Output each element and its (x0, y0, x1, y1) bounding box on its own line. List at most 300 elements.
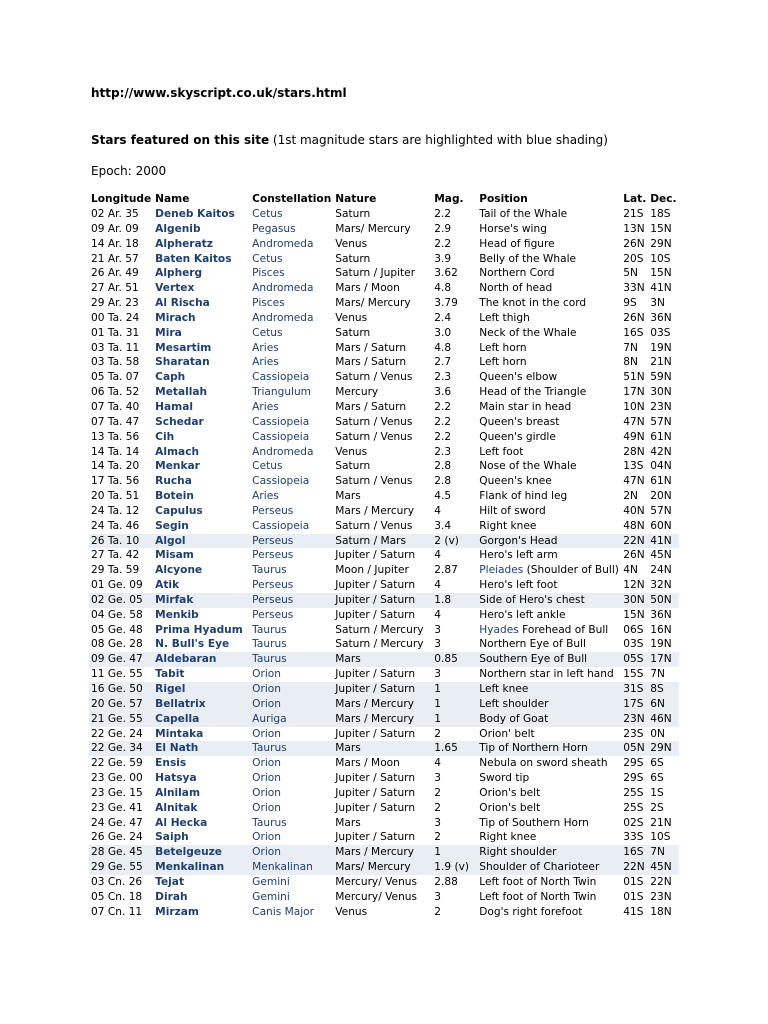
position-cell: Body of Goat (477, 712, 621, 727)
position-cell: Head of the Triangle (479, 386, 587, 399)
table-row (89, 237, 679, 252)
star-name-cell[interactable]: Capulus (155, 504, 203, 517)
position-cell: Tail of the Whale (479, 208, 568, 220)
magnitude-cell: 2.9 (434, 222, 452, 235)
constellation-cell[interactable]: Cetus (252, 460, 283, 473)
latitude-cell: 06S (623, 623, 644, 636)
latitude-cell: 28N (623, 445, 645, 458)
latitude-cell: 12N (623, 579, 645, 592)
table-row (89, 563, 679, 578)
longitude-cell: 20 Ge. 57 (89, 697, 153, 712)
latitude-cell: 47N (623, 475, 645, 488)
table-row (89, 519, 679, 534)
declination-cell: 60N (650, 519, 672, 532)
position-cell: Orion's belt (479, 801, 541, 814)
epoch-label: Epoch: 2000 (91, 164, 167, 178)
magnitude-cell: 1 (432, 697, 477, 712)
longitude-cell: 09 Ar. 09 (91, 222, 139, 235)
star-name-cell[interactable]: Metallah (155, 386, 208, 399)
latitude-cell: 02S (623, 816, 644, 829)
constellation-cell[interactable]: Cassiopeia (252, 430, 310, 443)
table-row (89, 311, 679, 326)
nature-cell: Moon / Jupiter (335, 564, 409, 577)
latitude-cell: 5N (623, 267, 638, 280)
constellation-cell[interactable]: Gemini (252, 890, 290, 903)
header-longitude: Longitude (91, 193, 152, 206)
table-row (89, 296, 679, 311)
position-text: (Shoulder of Bull) (526, 564, 619, 577)
constellation-cell[interactable]: Orion (252, 786, 282, 799)
star-name-cell[interactable]: Prima Hyadum (155, 623, 243, 636)
longitude-cell: 26 Ta. 10 (89, 534, 153, 549)
star-name-cell[interactable]: Mirfak (153, 593, 250, 608)
longitude-cell: 22 Ge. 34 (89, 741, 153, 756)
nature-cell: Saturn (335, 460, 371, 473)
longitude-cell: 07 Cn. 11 (91, 905, 143, 918)
table-row (89, 534, 679, 549)
header-constellation: Constellation (252, 193, 332, 206)
star-name-cell[interactable]: El Nath (153, 741, 250, 756)
position-cell: Tip of Southern Horn (479, 816, 589, 829)
star-name-cell[interactable]: Baten Kaitos (155, 252, 232, 265)
star-name-cell[interactable]: Hamal (155, 400, 194, 413)
star-name-cell[interactable]: Schedar (155, 415, 204, 428)
star-name-cell[interactable]: Hatsya (155, 772, 197, 785)
declination-cell: 36N (650, 608, 672, 621)
magnitude-cell: 0.85 (432, 652, 477, 667)
star-name-cell[interactable]: Menkar (155, 460, 200, 473)
constellation-cell[interactable]: Gemini (252, 875, 290, 888)
position-cell: Left horn (479, 341, 527, 354)
table-row (89, 608, 679, 623)
declination-cell: 6S (650, 772, 664, 785)
star-name-cell[interactable]: Mesartim (155, 341, 212, 354)
nature-cell: Mars / Mercury (335, 504, 415, 517)
star-name-cell[interactable]: N. Bull's Eye (155, 638, 230, 651)
longitude-cell: 02 Ar. 35 (91, 208, 139, 220)
position-cell: Neck of the Whale (479, 326, 577, 339)
latitude-cell: 23N (621, 712, 648, 727)
latitude-cell: 01S (623, 890, 644, 903)
constellation-cell[interactable]: Taurus (252, 564, 287, 577)
nature-cell: Mars/ Mercury (335, 297, 411, 310)
constellation-cell[interactable]: Orion (252, 801, 282, 814)
star-name-cell[interactable]: Aldebaran (153, 652, 250, 667)
table-row (89, 430, 679, 445)
latitude-cell: 15S (623, 668, 644, 681)
table-row (89, 905, 679, 920)
heading-note: (1st magnitude stars are highlighted with blue shading) (269, 133, 608, 147)
declination-cell: 7N (648, 845, 678, 860)
declination-cell: 7N (650, 668, 665, 681)
nature-cell: Mars / Mercury (333, 712, 432, 727)
latitude-cell: 2N (623, 490, 638, 503)
table-row (89, 771, 679, 786)
declination-cell: 10S (650, 831, 671, 844)
nature-cell: Jupiter / Saturn (333, 682, 432, 697)
star-name-cell[interactable]: Segin (155, 519, 189, 532)
star-name-cell[interactable]: Botein (155, 490, 194, 503)
table-row (89, 207, 679, 222)
declination-cell: 16N (650, 623, 672, 636)
constellation-cell[interactable]: Perseus (252, 504, 294, 517)
constellation-cell[interactable]: Perseus (252, 608, 294, 621)
position-link[interactable]: Hyades (479, 623, 519, 636)
declination-cell: 50N (648, 593, 678, 608)
longitude-cell: 17 Ta. 56 (91, 475, 140, 488)
nature-cell: Saturn / Mercury (335, 638, 424, 651)
star-name-cell[interactable]: Almach (155, 445, 200, 458)
position-cell: Gorgon's Head (477, 534, 621, 549)
magnitude-cell: 4 (434, 579, 441, 592)
longitude-cell: 22 Ge. 24 (91, 727, 143, 740)
constellation-cell[interactable]: Aries (252, 490, 279, 503)
constellation-cell[interactable]: Perseus (252, 549, 294, 562)
position-cell: Queen's breast (479, 415, 560, 428)
constellation-cell[interactable]: Perseus (250, 593, 333, 608)
declination-cell: 6S (650, 757, 664, 770)
longitude-cell: 24 Ta. 46 (91, 519, 140, 532)
declination-cell: 1S (650, 786, 664, 799)
constellation-cell[interactable]: Cetus (252, 252, 283, 265)
longitude-cell: 03 Ta. 58 (91, 356, 140, 369)
star-name-cell[interactable]: Algol (153, 534, 250, 549)
star-name-cell[interactable]: Ensis (155, 757, 187, 770)
magnitude-cell: 3 (434, 668, 441, 681)
position-cell: Belly of the Whale (479, 252, 577, 265)
star-name-cell[interactable]: Al Rischa (155, 297, 210, 310)
position-cell: Left foot of North Twin (479, 875, 597, 888)
star-name-cell[interactable]: Menkib (155, 608, 199, 621)
table-row (89, 252, 679, 267)
table-row (89, 756, 679, 771)
declination-cell: 32N (650, 579, 672, 592)
constellation-cell[interactable]: Pisces (252, 297, 285, 310)
longitude-cell: 08 Ge. 28 (91, 638, 143, 651)
longitude-cell: 24 Ta. 12 (91, 504, 140, 517)
declination-cell: 41N (650, 282, 672, 295)
header-latitude: Lat. (623, 193, 647, 206)
table-row (89, 712, 679, 727)
header-declination: Dec. (650, 193, 677, 206)
longitude-cell: 16 Ge. 50 (89, 682, 153, 697)
stars-table (89, 192, 679, 920)
position-cell: Queen's elbow (479, 371, 558, 384)
declination-cell: 21N (650, 816, 672, 829)
position-cell: Side of Hero's chest (477, 593, 621, 608)
table-row (89, 341, 679, 356)
table-body (89, 207, 679, 920)
declination-cell: 2S (650, 801, 664, 814)
magnitude-cell: 3 (434, 890, 441, 903)
magnitude-cell: 4.8 (434, 282, 452, 295)
magnitude-cell: 2.88 (434, 875, 458, 888)
longitude-cell: 27 Ar. 51 (91, 282, 139, 295)
position-cell: Northern Eye of Bull (479, 638, 586, 651)
nature-cell: Saturn / Venus (335, 415, 413, 428)
magnitude-cell: 4.5 (434, 490, 452, 503)
longitude-cell: 07 Ta. 40 (91, 400, 140, 413)
star-name-cell[interactable]: Rigel (153, 682, 250, 697)
table-row (89, 727, 679, 742)
constellation-cell[interactable]: Triangulum (252, 386, 312, 399)
longitude-cell: 03 Ta. 11 (91, 341, 140, 354)
star-name-cell[interactable]: Mirzam (155, 905, 199, 918)
position-cell: Hero's left foot (479, 579, 558, 592)
latitude-cell: 23S (623, 727, 644, 740)
constellation-cell[interactable]: Taurus (252, 816, 287, 829)
constellation-cell[interactable]: Andromeda (252, 445, 314, 458)
star-name-cell[interactable]: Mintaka (155, 727, 204, 740)
star-name-cell[interactable]: Tejat (155, 875, 185, 888)
longitude-cell: 27 Ta. 42 (91, 549, 140, 562)
constellation-cell[interactable]: Cassiopeia (252, 475, 310, 488)
constellation-cell[interactable]: Pegasus (252, 222, 296, 235)
magnitude-cell: 2.7 (434, 356, 452, 369)
star-name-cell[interactable]: Alpherg (155, 267, 203, 280)
declination-cell: 0N (650, 727, 665, 740)
position-cell: Left horn (479, 356, 527, 369)
star-name-cell[interactable]: Saiph (155, 831, 189, 844)
latitude-cell: 30N (621, 593, 648, 608)
latitude-cell: 03S (623, 638, 644, 651)
star-name-cell[interactable]: Cih (155, 430, 175, 443)
nature-cell: Jupiter / Saturn (335, 608, 416, 621)
constellation-cell[interactable]: Orion (252, 757, 282, 770)
star-name-cell[interactable]: Tabit (155, 668, 185, 681)
magnitude-cell: 1 (432, 682, 477, 697)
nature-cell: Mars/ Mercury (333, 860, 432, 875)
latitude-cell: 7N (623, 341, 638, 354)
declination-cell: 42N (650, 445, 672, 458)
constellation-cell[interactable]: Orion (252, 831, 282, 844)
latitude-cell: 21S (623, 208, 644, 220)
position-cell: Main star in head (479, 400, 572, 413)
magnitude-cell: 1.65 (432, 741, 477, 756)
magnitude-cell: 3.0 (434, 326, 452, 339)
longitude-cell: 11 Ge. 55 (91, 668, 143, 681)
table-row (89, 816, 679, 831)
latitude-cell: 33N (623, 282, 645, 295)
longitude-cell: 29 Ar. 23 (91, 297, 139, 310)
star-name-cell[interactable]: Alpheratz (155, 237, 213, 250)
star-name-cell[interactable]: Bellatrix (153, 697, 250, 712)
table-row (89, 830, 679, 845)
constellation-cell[interactable]: Aries (252, 400, 279, 413)
magnitude-cell: 4 (434, 504, 441, 517)
magnitude-cell: 3.62 (434, 267, 458, 280)
star-name-cell[interactable]: Alnilam (155, 786, 200, 799)
declination-cell: 8S (648, 682, 678, 697)
nature-cell: Venus (335, 237, 368, 250)
latitude-cell: 16S (623, 326, 644, 339)
position-link[interactable]: Pleiades (479, 564, 524, 577)
constellation-cell[interactable]: Orion (252, 727, 282, 740)
constellation-cell[interactable]: Auriga (250, 712, 333, 727)
constellation-cell[interactable]: Aries (252, 356, 279, 369)
star-name-cell[interactable]: Menkalinan (153, 860, 250, 875)
header-magnitude: Mag. (434, 193, 464, 206)
constellation-cell[interactable]: Cetus (252, 208, 283, 220)
constellation-cell[interactable]: Cassiopeia (252, 415, 310, 428)
table-row (89, 697, 679, 712)
longitude-cell: 28 Ge. 45 (89, 845, 153, 860)
position-cell: Northern Cord (479, 267, 555, 280)
position-cell: Flank of hind leg (479, 490, 568, 503)
magnitude-cell: 1 (432, 845, 477, 860)
latitude-cell: 25S (623, 801, 644, 814)
longitude-cell: 29 Ta. 59 (91, 564, 140, 577)
constellation-cell[interactable]: Orion (250, 697, 333, 712)
declination-cell: 04N (650, 460, 672, 473)
nature-cell: Jupiter / Saturn (335, 727, 416, 740)
latitude-cell: 16S (621, 845, 648, 860)
position-cell (477, 563, 621, 578)
table-row (89, 222, 679, 237)
header-nature: Nature (335, 193, 377, 206)
table-header-row (89, 192, 679, 207)
table-row (89, 741, 679, 756)
longitude-cell: 26 Ar. 49 (91, 267, 139, 280)
longitude-cell: 14 Ar. 18 (91, 237, 139, 250)
star-name-cell[interactable]: Capella (153, 712, 250, 727)
magnitude-cell: 2 (434, 831, 441, 844)
longitude-cell: 05 Ge. 48 (91, 623, 143, 636)
nature-cell: Saturn / Mars (333, 534, 432, 549)
table-row (89, 415, 679, 430)
longitude-cell: 03 Cn. 26 (91, 875, 143, 888)
star-name-cell[interactable]: Alnitak (155, 801, 198, 814)
position-cell: Orion's belt (479, 786, 541, 799)
longitude-cell: 24 Ge. 47 (91, 816, 143, 829)
constellation-cell[interactable]: Cassiopeia (252, 371, 310, 384)
magnitude-cell: 2.87 (434, 564, 458, 577)
star-name-cell[interactable]: Betelgeuze (153, 845, 250, 860)
declination-cell: 3N (650, 297, 665, 310)
position-cell: Hilt of sword (479, 504, 546, 517)
magnitude-cell: 2.2 (434, 208, 452, 220)
table-row (89, 637, 679, 652)
magnitude-cell: 3.6 (434, 386, 452, 399)
nature-cell: Mercury/ Venus (335, 875, 418, 888)
position-text: Forehead of Bull (522, 623, 609, 636)
constellation-cell[interactable]: Orion (250, 845, 333, 860)
magnitude-cell: 3 (434, 638, 441, 651)
constellation-cell[interactable]: Pisces (252, 267, 285, 280)
magnitude-cell: 3.4 (434, 519, 452, 532)
star-name-cell[interactable]: Mirach (155, 311, 196, 324)
latitude-cell: 8N (623, 356, 638, 369)
longitude-cell: 22 Ge. 59 (91, 757, 143, 770)
constellation-cell[interactable]: Taurus (252, 623, 287, 636)
magnitude-cell: 2.2 (434, 400, 452, 413)
star-name-cell[interactable]: Misam (155, 549, 194, 562)
constellation-cell[interactable]: Perseus (250, 534, 333, 549)
magnitude-cell: 2.2 (434, 430, 452, 443)
nature-cell: Venus (335, 311, 368, 324)
star-name-cell[interactable]: Al Hecka (155, 816, 208, 829)
magnitude-cell: 2.8 (434, 460, 452, 473)
table-row (89, 623, 679, 638)
declination-cell: 30N (650, 386, 672, 399)
nature-cell: Jupiter / Saturn (333, 593, 432, 608)
magnitude-cell: 2.4 (434, 311, 452, 324)
nature-cell: Venus (335, 445, 368, 458)
star-name-cell[interactable]: Rucha (155, 475, 192, 488)
nature-cell: Mars / Mercury (333, 697, 432, 712)
constellation-cell[interactable]: Andromeda (252, 237, 314, 250)
star-name-cell[interactable]: Sharatan (155, 356, 210, 369)
declination-cell: 21N (650, 356, 672, 369)
longitude-cell: 01 Ta. 31 (91, 326, 140, 339)
position-cell: Sword tip (479, 772, 530, 785)
magnitude-cell: 2.8 (434, 475, 452, 488)
position-cell: Tip of Northern Horn (477, 741, 621, 756)
constellation-cell[interactable]: Taurus (250, 652, 333, 667)
declination-cell: 6N (648, 697, 678, 712)
declination-cell: 57N (650, 415, 672, 428)
nature-cell: Mars / Mercury (333, 845, 432, 860)
constellation-cell[interactable]: Cetus (252, 326, 283, 339)
position-cell: Left shoulder (477, 697, 621, 712)
position-cell: Hero's left arm (479, 549, 558, 562)
longitude-cell: 14 Ta. 14 (91, 445, 140, 458)
constellation-cell[interactable]: Canis Major (252, 905, 315, 918)
constellation-cell[interactable]: Andromeda (252, 282, 314, 295)
latitude-cell: 41S (623, 905, 644, 918)
constellation-cell[interactable]: Orion (252, 668, 282, 681)
latitude-cell: 49N (623, 430, 645, 443)
declination-cell: 57N (650, 504, 672, 517)
nature-cell: Mars / Moon (335, 757, 400, 770)
star-name-cell[interactable]: Mira (155, 326, 182, 339)
constellation-cell[interactable]: Orion (252, 772, 282, 785)
constellation-cell[interactable]: Aries (252, 341, 279, 354)
constellation-cell[interactable]: Andromeda (252, 311, 314, 324)
star-name-cell[interactable]: Vertex (155, 282, 195, 295)
page-heading (91, 133, 608, 147)
longitude-cell: 14 Ta. 20 (91, 460, 140, 473)
magnitude-cell: 2.2 (434, 415, 452, 428)
declination-cell: 29N (648, 741, 678, 756)
constellation-cell[interactable]: Perseus (252, 579, 294, 592)
position-cell: Head of figure (479, 237, 555, 250)
position-cell: Dog's right forefoot (479, 905, 583, 918)
constellation-cell[interactable]: Taurus (250, 741, 333, 756)
constellation-cell[interactable]: Orion (250, 682, 333, 697)
position-cell: Southern Eye of Bull (477, 652, 621, 667)
position-cell: Horse's wing (479, 222, 547, 235)
constellation-cell[interactable]: Cassiopeia (252, 519, 310, 532)
star-name-cell[interactable]: Caph (155, 371, 186, 384)
longitude-cell: 13 Ta. 56 (91, 430, 140, 443)
latitude-cell: 9S (623, 297, 637, 310)
star-name-cell[interactable]: Alcyone (155, 564, 203, 577)
nature-cell: Saturn (335, 208, 371, 220)
table-row (89, 385, 679, 400)
star-name-cell[interactable]: Algenib (155, 222, 201, 235)
constellation-cell[interactable]: Menkalinan (250, 860, 333, 875)
star-name-cell[interactable]: Dirah (155, 890, 188, 903)
star-name-cell[interactable]: Atik (155, 579, 180, 592)
magnitude-cell: 2 (434, 727, 441, 740)
declination-cell: 20N (650, 490, 672, 503)
declination-cell: 61N (650, 430, 672, 443)
table-row (89, 281, 679, 296)
magnitude-cell: 3.9 (434, 252, 452, 265)
star-name-cell[interactable]: Deneb Kaitos (155, 208, 235, 220)
constellation-cell[interactable]: Taurus (252, 638, 287, 651)
